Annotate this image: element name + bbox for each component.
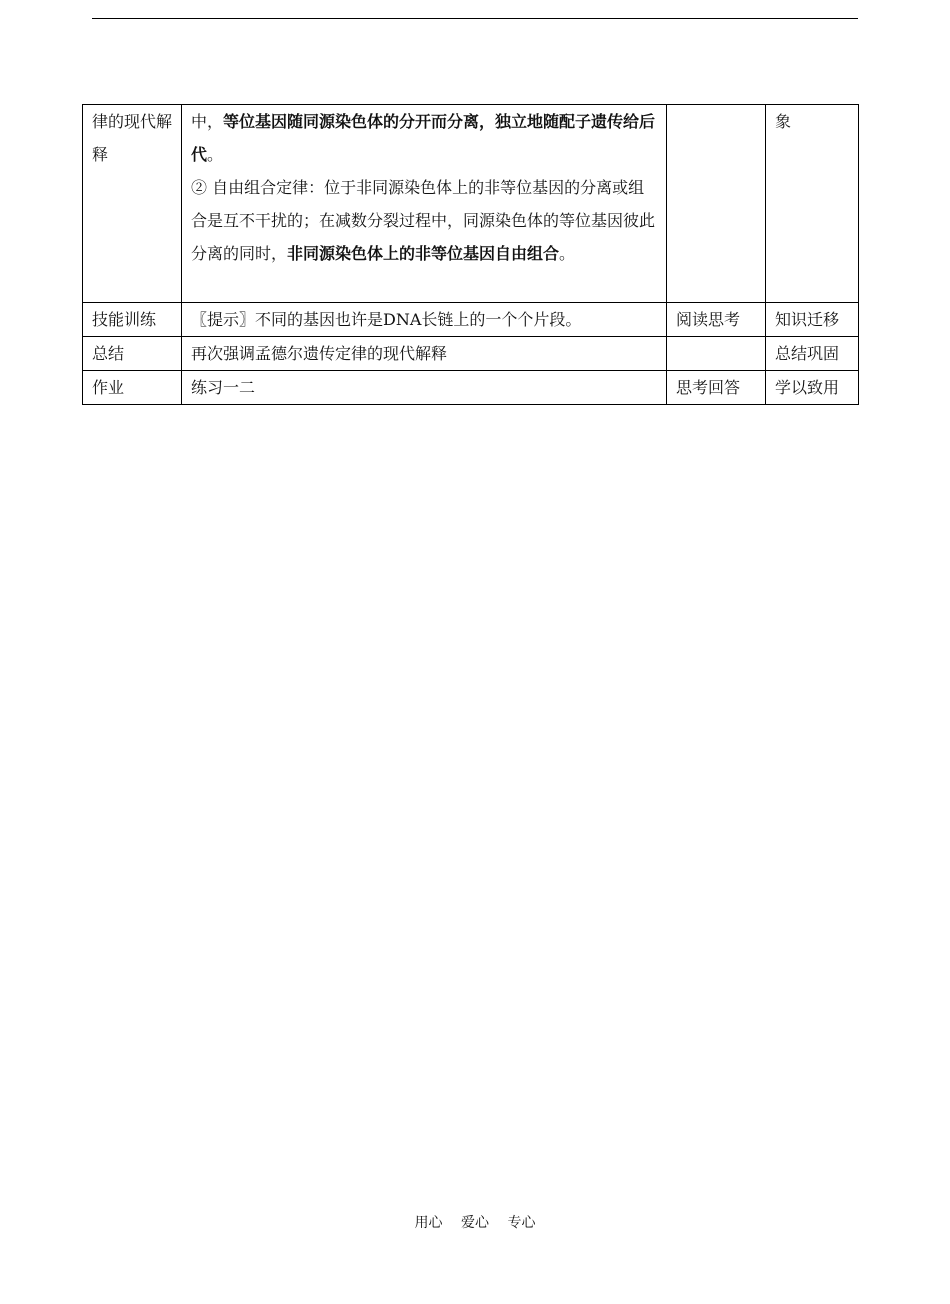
table-row bbox=[83, 303, 859, 337]
row-content: 练习一二 bbox=[182, 371, 667, 405]
row-activity: 阅读思考 bbox=[667, 303, 766, 337]
content-text: 。 bbox=[207, 145, 224, 164]
row-activity bbox=[667, 337, 766, 371]
content-bold-text: 等位基因随同源染色体的分开而分离，独立地随配子遗传给后代 bbox=[191, 112, 656, 164]
header-rule bbox=[92, 18, 858, 19]
row-content: 〖提示〗不同的基因也许是DNA长链上的一个个片段。 bbox=[182, 303, 667, 337]
row-label: 律的现代解释 bbox=[83, 105, 182, 303]
table-row bbox=[83, 337, 859, 371]
footer-word: 爱心 bbox=[461, 1215, 489, 1231]
table-row bbox=[83, 105, 859, 303]
content-text: 。 bbox=[559, 244, 576, 263]
row-label: 技能训练 bbox=[83, 303, 182, 337]
row-label: 作业 bbox=[83, 371, 182, 405]
row-purpose: 总结巩固 bbox=[766, 337, 859, 371]
row-label: 总结 bbox=[83, 337, 182, 371]
row-activity: 思考回答 bbox=[667, 371, 766, 405]
row-purpose: 知识迁移 bbox=[766, 303, 859, 337]
row-purpose: 学以致用 bbox=[766, 371, 859, 405]
row-content: 再次强调孟德尔遗传定律的现代解释 bbox=[182, 337, 667, 371]
row-activity bbox=[667, 105, 766, 303]
content-text: 中， bbox=[191, 112, 224, 131]
lesson-table bbox=[82, 104, 859, 405]
row-purpose: 象 bbox=[766, 105, 859, 303]
footer-word: 用心 bbox=[414, 1215, 443, 1231]
footer-word: 专心 bbox=[507, 1215, 536, 1231]
table-row bbox=[83, 371, 859, 405]
page-footer bbox=[0, 1212, 950, 1232]
content-text: ② 自由组合定律：位于非同源染色体上的非等位基因的分离或组合是互不干扰的；在减数分裂过程中，同源染色体的等位基因彼此分离的同时， bbox=[191, 178, 656, 263]
content-bold-text: 非同源染色体上的非等位基因自由组合 bbox=[287, 244, 560, 263]
row-content bbox=[182, 105, 667, 303]
